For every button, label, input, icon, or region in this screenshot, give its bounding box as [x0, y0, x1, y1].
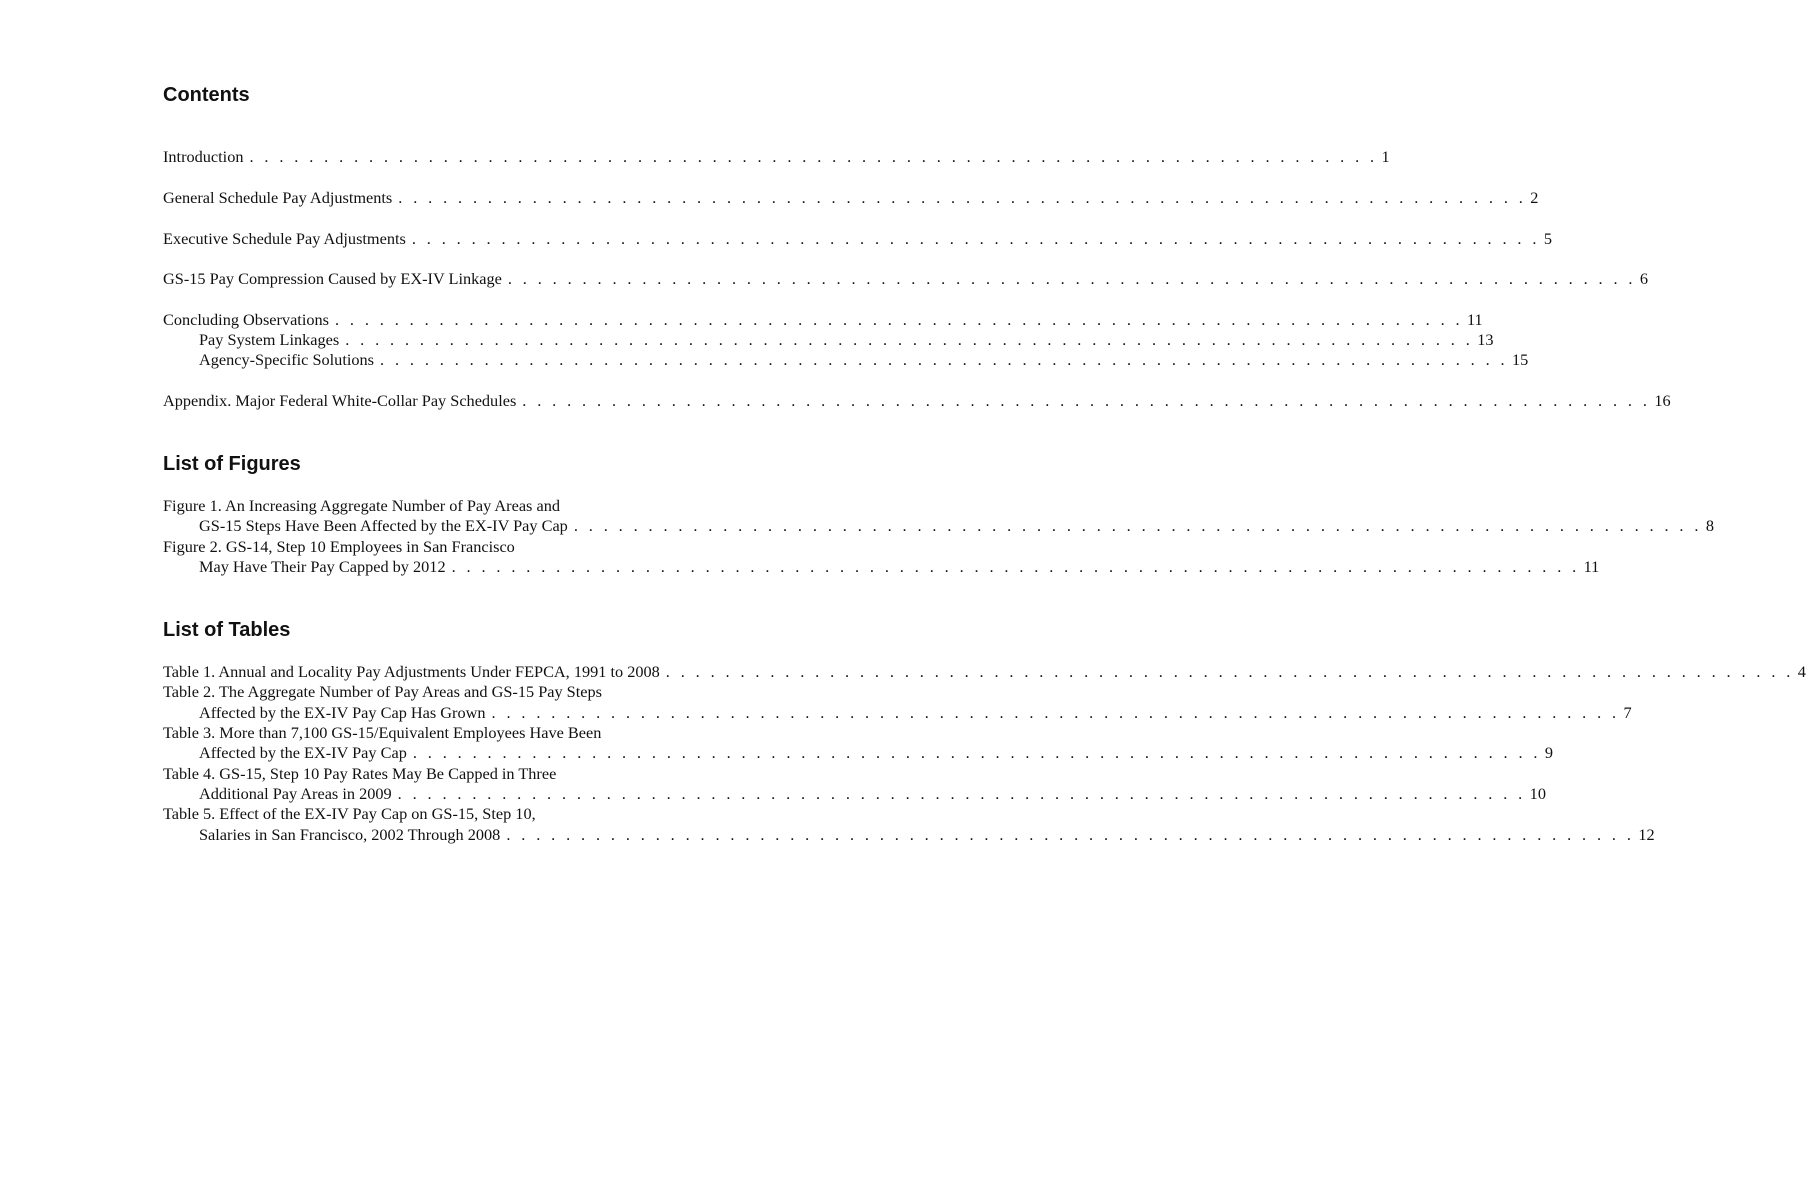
toc-entry-title: Pay System Linkages: [199, 330, 340, 349]
toc-entry-title: Concluding Observations: [163, 310, 329, 329]
toc-entry-title: GS-15 Pay Compression Caused by EX-IV Linkage: [163, 269, 502, 288]
table-3-entry[interactable]: [199, 743, 1554, 763]
dot-leader: . . . . . . . . . . . . . . . . . . . . . . . . . . . . . . . . . . . . . . . . . . . . . . . . . . . . . . . . . . . . . . . . . . . . . . . . . . . .: [412, 743, 1541, 762]
table-2-entry[interactable]: [199, 703, 1632, 723]
toc-entry-page: 15: [1512, 350, 1529, 369]
figure-entry-page: 8: [1705, 516, 1714, 535]
figure-2-entry[interactable]: [199, 557, 1600, 577]
table-4-title-line1[interactable]: Table 4. GS-15, Step 10 Pay Rates May Be Capped in Three: [163, 764, 557, 783]
table-4-entry[interactable]: [199, 784, 1546, 804]
table-entry-page: 12: [1638, 825, 1655, 844]
dot-leader: . . . . . . . . . . . . . . . . . . . . . . . . . . . . . . . . . . . . . . . . . . . . . . . . . . . . . . . . . . . . . . . . . . . . . . . . . . . .: [334, 310, 1463, 329]
toc-entry-page: 1: [1381, 147, 1390, 166]
figure-2-title-line1[interactable]: Figure 2. GS-14, Step 10 Employees in San Francisco: [163, 537, 515, 556]
list-of-tables-heading: List of Tables: [163, 619, 291, 641]
table-3-title-line1[interactable]: Table 3. More than 7,100 GS-15/Equivalent Employees Have Been: [163, 723, 602, 742]
table-entry-title: Salaries in San Francisco, 2002 Through 2008: [199, 825, 501, 844]
toc-entry-title: Executive Schedule Pay Adjustments: [163, 229, 406, 248]
toc-entry-title: Agency-Specific Solutions: [199, 350, 374, 369]
toc-entry-appendix[interactable]: [163, 391, 1671, 411]
figure-1-entry[interactable]: [199, 516, 1714, 536]
table-entry-title: Affected by the EX-IV Pay Cap Has Grown: [199, 703, 486, 722]
dot-leader: . . . . . . . . . . . . . . . . . . . . . . . . . . . . . . . . . . . . . . . . . . . . . . . . . . . . . . . . . . . . . . . . . . . . . . . . . . . .: [345, 330, 1474, 349]
table-2-title-line1[interactable]: Table 2. The Aggregate Number of Pay Areas and GS-15 Pay Steps: [163, 682, 602, 701]
toc-entry-executive-schedule[interactable]: [163, 229, 1552, 249]
toc-entry-title: Introduction: [163, 147, 244, 166]
toc-entry-page: 2: [1530, 188, 1539, 207]
table-entry-page: 7: [1623, 703, 1632, 722]
table-entry-title: Affected by the EX-IV Pay Cap: [199, 743, 407, 762]
table-1-entry[interactable]: [163, 662, 1806, 682]
dot-leader: . . . . . . . . . . . . . . . . . . . . . . . . . . . . . . . . . . . . . . . . . . . . . . . . . . . . . . . . . . . . . . . . . . . . . . . . . . . .: [411, 229, 1540, 248]
list-of-figures-heading: List of Figures: [163, 453, 301, 475]
toc-entry-page: 16: [1654, 391, 1671, 410]
table-entry-title: Table 1. Annual and Locality Pay Adjustments Under FEPCA, 1991 to 2008: [163, 662, 660, 681]
toc-entry-agency-specific-solutions[interactable]: [199, 350, 1529, 370]
dot-leader: . . . . . . . . . . . . . . . . . . . . . . . . . . . . . . . . . . . . . . . . . . . . . . . . . . . . . . . . . . . . . . . . . . . . . . . . . . . .: [397, 784, 1526, 803]
toc-entry-page: 11: [1467, 310, 1483, 329]
table-5-title-line1[interactable]: Table 5. Effect of the EX-IV Pay Cap on GS-15, Step 10,: [163, 804, 536, 823]
figure-entry-title: May Have Their Pay Capped by 2012: [199, 557, 446, 576]
toc-entry-page: 5: [1543, 229, 1552, 248]
toc-entry-title: Appendix. Major Federal White-Collar Pay Schedules: [163, 391, 517, 410]
table-entry-page: 9: [1544, 743, 1554, 762]
dot-leader: . . . . . . . . . . . . . . . . . . . . . . . . . . . . . . . . . . . . . . . . . . . . . . . . . . . . . . . . . . . . . . . . . . . . . . . . . . . .: [522, 391, 1651, 410]
figure-entry-title: GS-15 Steps Have Been Affected by the EX-IV Pay Cap: [199, 516, 568, 535]
figure-1-title-line1[interactable]: Figure 1. An Increasing Aggregate Number of Pay Areas and: [163, 496, 560, 515]
dot-leader: . . . . . . . . . . . . . . . . . . . . . . . . . . . . . . . . . . . . . . . . . . . . . . . . . . . . . . . . . . . . . . . . . . . . . . . . . . . .: [249, 147, 1378, 166]
toc-entry-page: 6: [1639, 269, 1649, 288]
toc-entry-gs15-compression[interactable]: [163, 269, 1649, 289]
toc-entry-pay-system-linkages[interactable]: [199, 330, 1494, 350]
figure-entry-page: 11: [1583, 557, 1600, 576]
contents-heading: Contents: [163, 84, 250, 106]
toc-entry-page: 13: [1477, 330, 1494, 349]
dot-leader: . . . . . . . . . . . . . . . . . . . . . . . . . . . . . . . . . . . . . . . . . . . . . . . . . . . . . . . . . . . . . . . . . . . . . . . . . . . .: [506, 825, 1635, 844]
dot-leader: . . . . . . . . . . . . . . . . . . . . . . . . . . . . . . . . . . . . . . . . . . . . . . . . . . . . . . . . . . . . . . . . . . . . . . . . . . . .: [380, 350, 1509, 369]
dot-leader: . . . . . . . . . . . . . . . . . . . . . . . . . . . . . . . . . . . . . . . . . . . . . . . . . . . . . . . . . . . . . . . . . . . . . . . . . . . .: [573, 516, 1702, 535]
table-entry-page: 4: [1797, 662, 1806, 681]
dot-leader: . . . . . . . . . . . . . . . . . . . . . . . . . . . . . . . . . . . . . . . . . . . . . . . . . . . . . . . . . . . . . . . . . . . . . . . . . . . .: [507, 269, 1636, 288]
toc-entry-concluding-observations[interactable]: [163, 310, 1483, 330]
dot-leader: . . . . . . . . . . . . . . . . . . . . . . . . . . . . . . . . . . . . . . . . . . . . . . . . . . . . . . . . . . . . . . . . . . . . . . . . . . . .: [398, 188, 1527, 207]
toc-entry-title: General Schedule Pay Adjustments: [163, 188, 393, 207]
toc-entry-general-schedule[interactable]: [163, 188, 1539, 208]
table-entry-page: 10: [1529, 784, 1546, 803]
table-5-entry[interactable]: [199, 825, 1655, 845]
dot-leader: . . . . . . . . . . . . . . . . . . . . . . . . . . . . . . . . . . . . . . . . . . . . . . . . . . . . . . . . . . . . . . . . . . . . . . . . . . . .: [451, 557, 1580, 576]
table-entry-title: Additional Pay Areas in 2009: [199, 784, 392, 803]
dot-leader: . . . . . . . . . . . . . . . . . . . . . . . . . . . . . . . . . . . . . . . . . . . . . . . . . . . . . . . . . . . . . . . . . . . . . . . . . . . .: [491, 703, 1620, 722]
toc-entry-introduction[interactable]: [163, 147, 1390, 167]
dot-leader: . . . . . . . . . . . . . . . . . . . . . . . . . . . . . . . . . . . . . . . . . . . . . . . . . . . . . . . . . . . . . . . . . . . . . . . . . . . .: [665, 662, 1794, 681]
